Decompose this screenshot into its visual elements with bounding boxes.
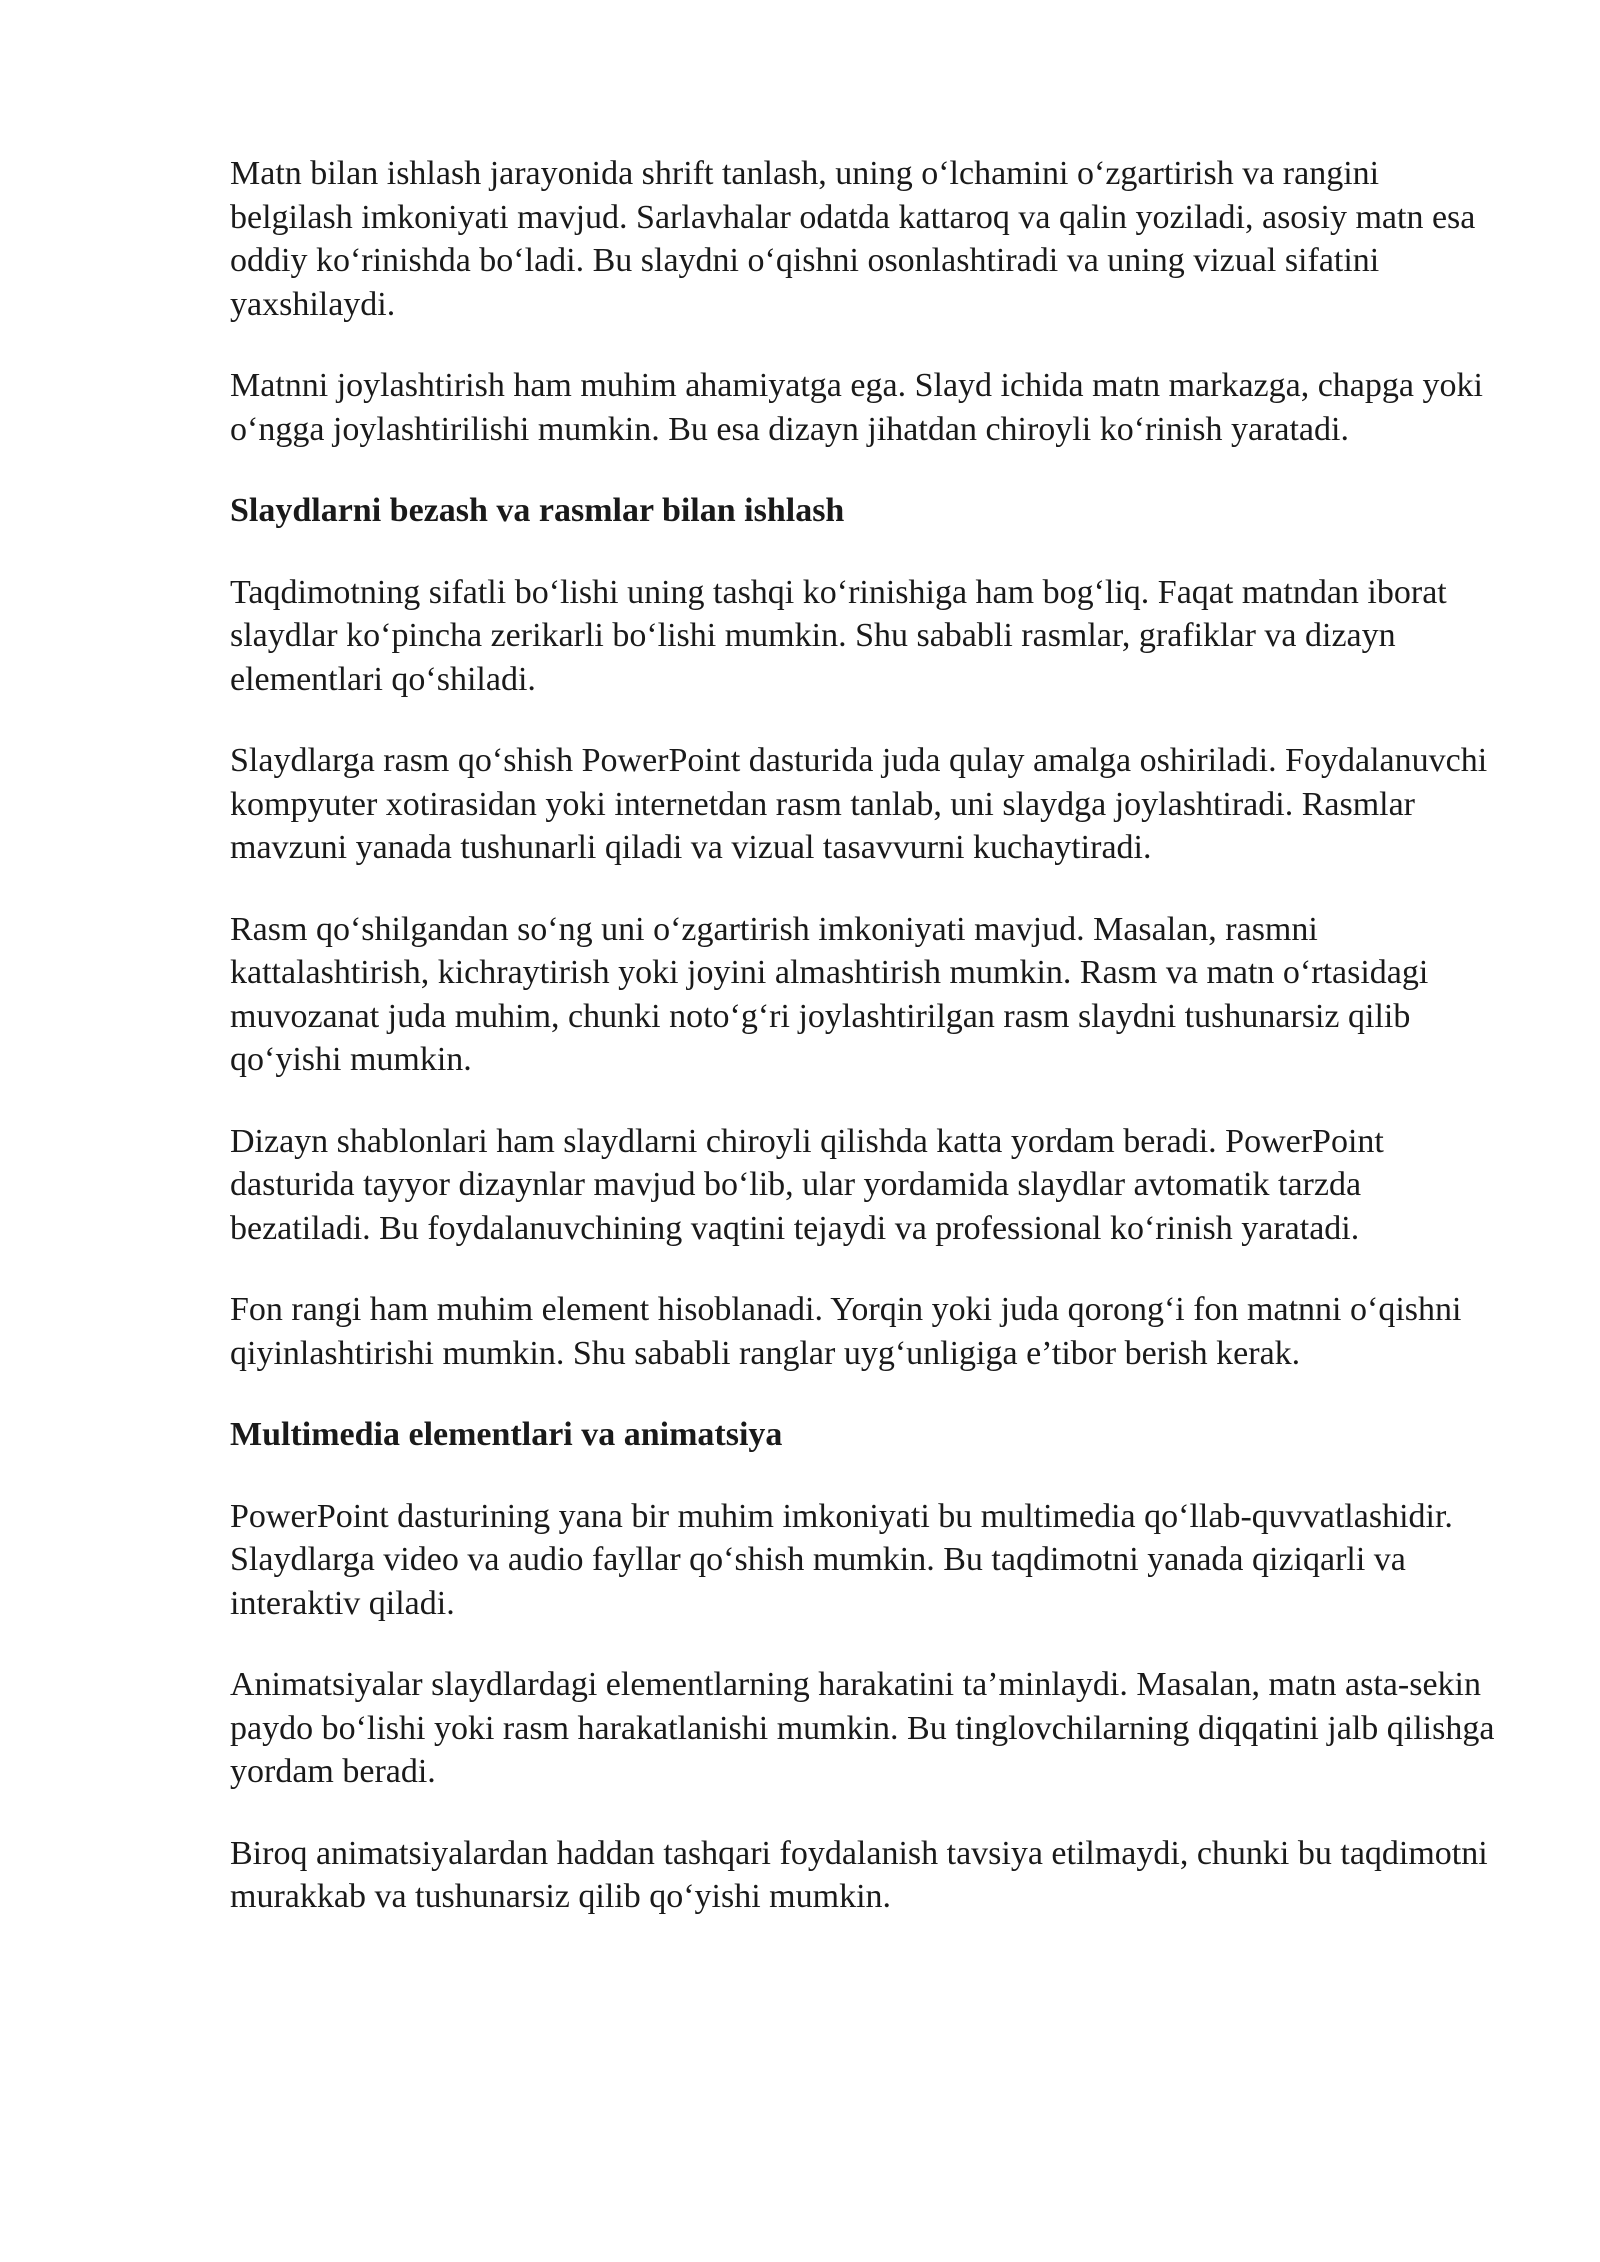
- paragraph: Dizayn shablonlari ham slaydlarni chiroyli qilishda katta yordam beradi. PowerPoint dasturida tayyor dizaynlar mavjud bo‘lib, ular yordamida slaydlar avtomatik tarzda bezatiladi. Bu foydalanuvchining vaqtini tejaydi va professional ko‘rinish yaratadi.: [230, 1122, 1384, 1247]
- paragraph: Animatsiyalar slaydlardagi elementlarning harakatini ta’minlaydi. Masalan, matn asta-sekin paydo bo‘lishi yoki rasm harakatlanishi mumkin. Bu tinglovchilarning diqqatini jalb qilishga yordam beradi.: [230, 1666, 1495, 1790]
- paragraph: Biroq animatsiyalardan haddan tashqari foydalanish tavsiya etilmaydi, chunki bu taqdimotni murakkab va tushunarsiz qilib qo‘yishi mumkin.: [230, 1834, 1488, 1915]
- paragraph: Slaydlarga rasm qo‘shish PowerPoint dasturida juda qulay amalga oshiriladi. Foydalanuvchi kompyuter xotirasidan yoki internetdan rasm tanlab, uni slaydga joylashtiradi. Rasmlar mavzuni yanada tushunarli qiladi va vizual tasavvurni kuchaytiradi.: [230, 742, 1488, 866]
- section-heading: Slaydlarni bezash va rasmlar bilan ishlash: [230, 492, 845, 529]
- paragraph: PowerPoint dasturining yana bir muhim imkoniyati bu multimedia qo‘llab-quvvatlashidir. Slaydlarga video va audio fayllar qo‘shish mumkin. Bu taqdimotni yanada qiziqarli va interaktiv qiladi.: [230, 1497, 1453, 1622]
- paragraph: Matn bilan ishlash jarayonida shrift tanlash, uning o‘lchamini o‘zgartirish va rangini belgilash imkoniyati mavjud. Sarlavhalar odatda kattaroq va qalin yoziladi, asosiy matn esa oddiy ko‘rinishda bo‘ladi. Bu slaydni o‘qishni osonlashtiradi va uning vizual sifatini yaxshilaydi.: [230, 155, 1476, 323]
- paragraph: Rasm qo‘shilgandan so‘ng uni o‘zgartirish imkoniyati mavjud. Masalan, rasmni kattalashtirish, kichraytirish yoki joyini almashtirish mumkin. Rasm va matn o‘rtasidagi muvozanat juda muhim, chunki noto‘g‘ri joylashtirilgan rasm slaydni tushunarsiz qilib qo‘yishi mumkin.: [230, 910, 1429, 1078]
- section-heading: Multimedia elementlari va animatsiya: [230, 1416, 783, 1453]
- document-body: [230, 152, 1500, 1957]
- paragraph: Fon rangi ham muhim element hisoblanadi. Yorqin yoki juda qorong‘i fon matnni o‘qishni qiyinlashtirishi mumkin. Shu sababli ranglar uyg‘unligiga e’tibor berish kerak.: [230, 1291, 1462, 1372]
- paragraph: Matnni joylashtirish ham muhim ahamiyatga ega. Slayd ichida matn markazga, chapga yoki o‘ngga joylashtirilishi mumkin. Bu esa dizayn jihatdan chiroyli ko‘rinish yaratadi.: [230, 367, 1483, 448]
- paragraph: Taqdimotning sifatli bo‘lishi uning tashqi ko‘rinishiga ham bog‘liq. Faqat matndan iborat slaydlar ko‘pincha zerikarli bo‘lishi mumkin. Shu sababli rasmlar, grafiklar va dizayn elementlari qo‘shiladi.: [230, 573, 1447, 698]
